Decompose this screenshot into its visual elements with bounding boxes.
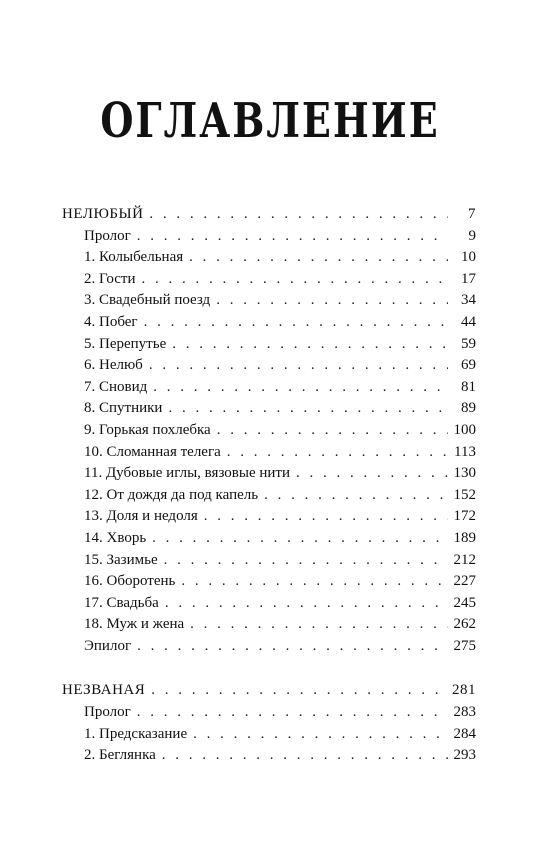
toc-entry-page-number: 262 <box>453 616 476 633</box>
toc-entry[interactable] <box>62 463 476 485</box>
dot-leader <box>137 636 447 658</box>
dot-leader <box>141 269 448 291</box>
toc-entry[interactable] <box>62 745 476 767</box>
dot-leader <box>165 593 448 615</box>
toc-entry-page-number: 275 <box>453 637 476 654</box>
toc-entry-page-number: 44 <box>461 313 476 330</box>
toc-entry-page-number: 172 <box>453 508 476 525</box>
toc-entry-page-number: 100 <box>453 421 476 438</box>
toc-entry-label: 1. Колыбельная <box>84 249 184 266</box>
toc-entry-label: 11. Дубовые иглы, вязовые нити <box>84 465 290 482</box>
toc-entry-page-number: 284 <box>453 725 476 742</box>
toc-entry[interactable] <box>62 528 476 550</box>
toc-entry-label: 10. Сломанная телега <box>84 443 221 460</box>
toc-entry-label: 8. Спутники <box>84 400 163 417</box>
dot-leader <box>168 398 448 420</box>
dot-leader <box>152 528 447 550</box>
toc-entry[interactable] <box>62 420 476 442</box>
toc-entry-page-number: 17 <box>461 270 476 287</box>
dot-leader <box>137 702 448 724</box>
toc-entry-page-number: 113 <box>454 443 476 460</box>
toc-entry-label: 2. Беглянка <box>84 747 156 764</box>
toc-entry-page-number: 283 <box>453 704 476 721</box>
toc-entry[interactable] <box>62 312 476 334</box>
toc-entry-label: 16. Оборотень <box>84 573 176 590</box>
toc-entry-page-number: 152 <box>453 486 476 503</box>
toc-part[interactable] <box>62 680 476 702</box>
toc-entry[interactable] <box>62 550 476 572</box>
dot-leader <box>162 745 448 767</box>
toc-entry-label: 1. Предсказание <box>84 725 188 742</box>
toc-entry[interactable] <box>62 355 476 377</box>
toc-entry-label: Пролог <box>84 227 131 244</box>
toc-entry-page-number: 130 <box>453 465 476 482</box>
toc-entry-label: 18. Муж и жена <box>84 616 185 633</box>
page-title: ОГЛАВЛЕНИЕ <box>100 92 440 149</box>
toc-entry-label: 17. Свадьба <box>84 594 159 611</box>
toc-entry[interactable] <box>62 269 476 291</box>
dot-leader <box>296 463 448 485</box>
toc-entry-page-number: 89 <box>461 400 476 417</box>
toc-entry[interactable] <box>62 593 476 615</box>
dot-leader <box>189 247 448 269</box>
toc-entry[interactable] <box>62 702 476 724</box>
dot-leader <box>149 204 448 226</box>
toc-entry-page-number: 59 <box>461 335 476 352</box>
toc-entry[interactable] <box>62 614 476 636</box>
toc-entry-page-number: 10 <box>461 249 476 266</box>
toc-entry-label: 15. Зазимье <box>84 551 158 568</box>
toc-entry-page-number: 9 <box>468 227 476 244</box>
table-of-contents <box>62 204 476 767</box>
toc-entry-label: 2. Гости <box>84 270 136 287</box>
toc-entry-page-number: 69 <box>461 357 476 374</box>
dot-leader <box>153 377 448 399</box>
toc-entry-label: 13. Доля и недоля <box>84 508 198 525</box>
toc-entry[interactable] <box>62 398 476 420</box>
toc-entry-label: 14. Хворь <box>84 529 147 546</box>
toc-entry[interactable] <box>62 377 476 399</box>
toc-entry[interactable] <box>62 334 476 356</box>
dot-leader <box>137 226 448 248</box>
dot-leader <box>217 420 448 442</box>
toc-entry-label: 5. Перепутье <box>84 335 167 352</box>
toc-entry[interactable] <box>62 636 476 658</box>
toc-entry[interactable] <box>62 290 476 312</box>
toc-part-page-number: 7 <box>468 206 476 222</box>
dot-leader <box>193 724 447 746</box>
toc-entry-label: Пролог <box>84 704 131 721</box>
toc-entry[interactable] <box>62 442 476 464</box>
toc-part[interactable] <box>62 204 476 226</box>
toc-entry-label: 3. Свадебный поезд <box>84 292 211 309</box>
toc-entry-label: 9. Горькая похлебка <box>84 421 211 438</box>
toc-entry-page-number: 293 <box>453 747 476 764</box>
toc-entry-page-number: 245 <box>453 594 476 611</box>
toc-entry[interactable] <box>62 724 476 746</box>
toc-entry-label: 6. Нелюб <box>84 357 143 374</box>
toc-entry-label: 12. От дождя да под капель <box>84 486 259 503</box>
toc-part-label: НЕЗВАНАЯ <box>62 682 146 699</box>
part-spacer <box>62 657 476 680</box>
toc-entry-page-number: 227 <box>453 573 476 590</box>
toc-entry-page-number: 189 <box>453 529 476 546</box>
toc-entry[interactable] <box>62 247 476 269</box>
dot-leader <box>181 571 447 593</box>
dot-leader <box>164 550 448 572</box>
dot-leader <box>204 506 448 528</box>
toc-part-label: НЕЛЮБЫЙ <box>62 206 144 222</box>
toc-entry-page-number: 81 <box>461 378 476 395</box>
toc-entry-label: 4. Побег <box>84 313 138 330</box>
dot-leader <box>264 485 447 507</box>
toc-entry-label: Эпилог <box>84 637 132 654</box>
dot-leader <box>172 334 448 356</box>
toc-entry[interactable] <box>62 226 476 248</box>
toc-entry-page-number: 212 <box>453 551 476 568</box>
dot-leader <box>151 680 446 702</box>
toc-entry-page-number: 34 <box>461 292 476 309</box>
dot-leader <box>190 614 447 636</box>
toc-entry-label: 7. Сновид <box>84 378 148 395</box>
dot-leader <box>227 442 448 464</box>
toc-entry[interactable] <box>62 485 476 507</box>
toc-entry[interactable] <box>62 571 476 593</box>
toc-part-page-number: 281 <box>452 682 476 699</box>
dot-leader <box>149 355 448 377</box>
dot-leader <box>216 290 448 312</box>
dot-leader <box>144 312 448 334</box>
toc-entry[interactable] <box>62 506 476 528</box>
